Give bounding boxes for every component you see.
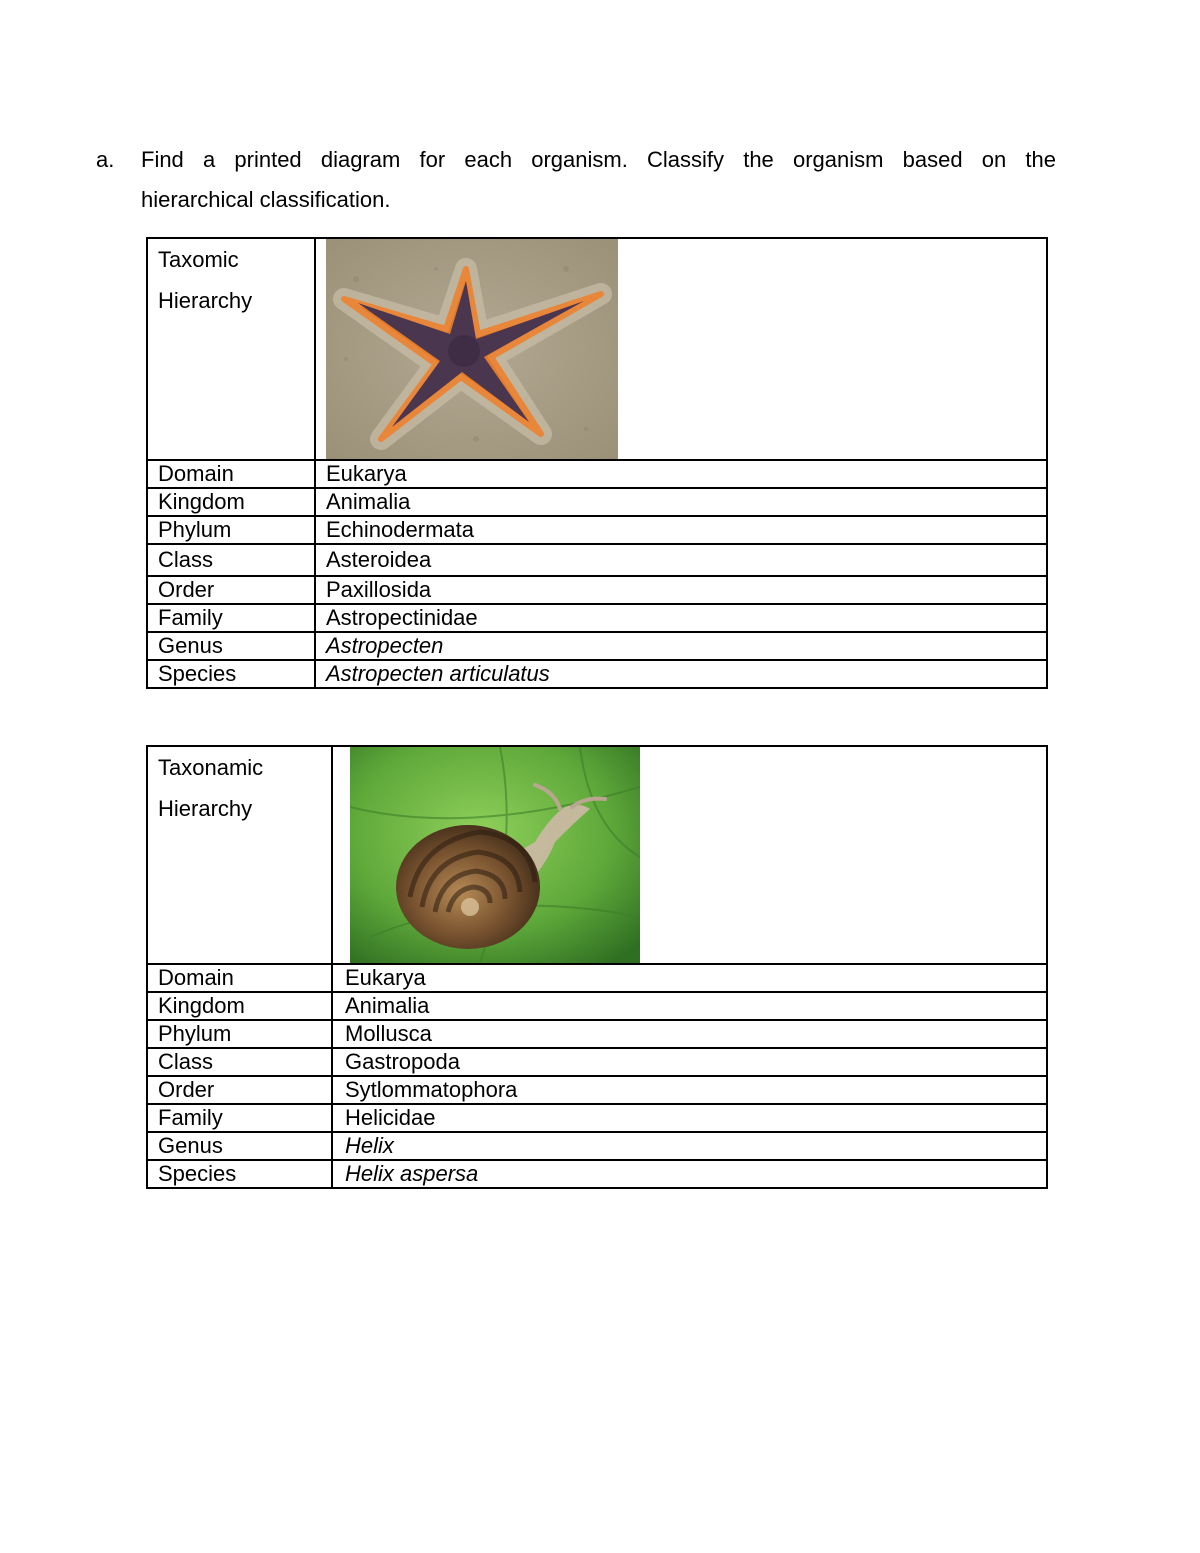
rank-cell: Class: [147, 1048, 332, 1076]
starfish-photo: [326, 239, 618, 459]
rank-cell: Phylum: [147, 516, 315, 544]
table-header-row: [147, 238, 1047, 460]
header-label-line-1: Taxonamic: [158, 755, 264, 780]
rank-cell: Genus: [147, 1132, 332, 1160]
value-cell: Paxillosida: [315, 576, 1047, 604]
value-cell: Eukarya: [332, 964, 1047, 992]
value-cell: Astropecten articulatus: [315, 660, 1047, 688]
rank-cell: Class: [147, 544, 315, 576]
rank-cell: Domain: [147, 460, 315, 488]
rank-cell: Family: [147, 1104, 332, 1132]
table-row: [147, 1104, 1047, 1132]
question-line-2: hierarchical classification.: [141, 187, 391, 212]
value-cell: Animalia: [332, 992, 1047, 1020]
value-cell: Helicidae: [332, 1104, 1047, 1132]
question: [96, 140, 1056, 220]
table-row: [147, 1160, 1047, 1188]
image-cell: [315, 238, 1047, 460]
header-label: [147, 238, 315, 460]
table-row: [147, 604, 1047, 632]
value-cell: Helix: [332, 1132, 1047, 1160]
rank-cell: Kingdom: [147, 488, 315, 516]
table-row: [147, 964, 1047, 992]
rank-cell: Species: [147, 1160, 332, 1188]
table-row: [147, 516, 1047, 544]
snail-photo: [350, 747, 640, 963]
table-row: [147, 544, 1047, 576]
table-row: [147, 632, 1047, 660]
header-label-line-2: Hierarchy: [158, 288, 253, 313]
starfish-taxonomy-table: [146, 237, 1048, 689]
value-cell: Sytlommatophora: [332, 1076, 1047, 1104]
image-cell: [332, 746, 1047, 964]
table-row: [147, 660, 1047, 688]
table-header-row: [147, 746, 1047, 964]
header-label: [147, 746, 332, 964]
value-cell: Animalia: [315, 488, 1047, 516]
value-cell: Eukarya: [315, 460, 1047, 488]
value-cell: Echinodermata: [315, 516, 1047, 544]
rank-cell: Order: [147, 576, 315, 604]
value-cell: Asteroidea: [315, 544, 1047, 576]
snail-taxonomy-table: [146, 745, 1048, 1189]
rank-cell: Family: [147, 604, 315, 632]
rank-cell: Domain: [147, 964, 332, 992]
value-cell: Mollusca: [332, 1020, 1047, 1048]
value-cell: Gastropoda: [332, 1048, 1047, 1076]
rank-cell: Order: [147, 1076, 332, 1104]
rank-cell: Species: [147, 660, 315, 688]
table-row: [147, 1132, 1047, 1160]
question-line-1: Find a printed diagram for each organism. Classify the organism based on the: [141, 147, 1056, 172]
table-row: [147, 576, 1047, 604]
table-row: [147, 1020, 1047, 1048]
rank-cell: Genus: [147, 632, 315, 660]
table-row: [147, 992, 1047, 1020]
table-row: [147, 1076, 1047, 1104]
table-row: [147, 460, 1047, 488]
rank-cell: Phylum: [147, 1020, 332, 1048]
table-row: [147, 1048, 1047, 1076]
value-cell: Astropecten: [315, 632, 1047, 660]
header-label-line-1: Taxomic: [158, 247, 239, 272]
value-cell: Astropectinidae: [315, 604, 1047, 632]
question-text: [141, 140, 1056, 220]
question-marker: a.: [96, 147, 115, 172]
table-row: [147, 488, 1047, 516]
value-cell: Helix aspersa: [332, 1160, 1047, 1188]
header-label-line-2: Hierarchy: [158, 796, 253, 821]
rank-cell: Kingdom: [147, 992, 332, 1020]
